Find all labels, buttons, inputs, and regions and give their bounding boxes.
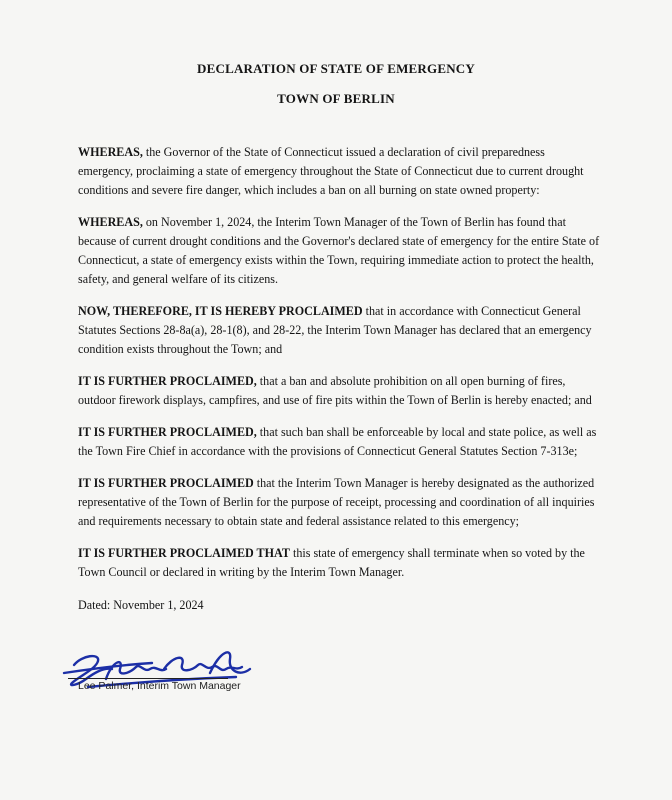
further-proclaimed-paragraph-1 <box>78 372 602 410</box>
paragraph-lead: IT IS FURTHER PROCLAIMED, <box>78 374 257 388</box>
document-subtitle: TOWN OF BERLIN <box>277 91 395 106</box>
paragraph-text: that such ban shall be enforceable by local and state police, as well as the Town Fire Chief in accordance with the provisions of Connecticut General Statutes Section 7-313e; <box>78 425 597 458</box>
signature-line <box>68 678 228 679</box>
further-proclaimed-paragraph-3 <box>78 474 602 531</box>
further-proclaimed-paragraph-4 <box>78 544 602 582</box>
paragraph-lead: IT IS FURTHER PROCLAIMED, <box>78 425 257 439</box>
paragraph-text: the Governor of the State of Connecticut issued a declaration of civil preparedness emergency, proclaiming a state of emergency throughout the State of Connecticut due to current drought conditions and severe fire danger, which includes a ban on all burning on state owned property: <box>78 145 584 197</box>
paragraph-lead: IT IS FURTHER PROCLAIMED THAT <box>78 546 290 560</box>
whereas-paragraph-1 <box>78 143 602 200</box>
whereas-paragraph-2 <box>78 213 602 289</box>
paragraph-text: on November 1, 2024, the Interim Town Manager of the Town of Berlin has found that because of current drought conditions and the Governor's declared state of emergency for the entire State of Connecticut, a state of emergency exists within the Town, requiring immediate action to protect the health, safety, and general welfare of its citizens. <box>78 215 600 286</box>
paragraph-lead: WHEREAS, <box>78 215 143 229</box>
paragraph-text: that the Interim Town Manager is hereby designated as the authorized representative of the Town of Berlin for the purpose of receipt, processing and coordination of all inquiries and requirements necessary to obtain state and federal assistance related to this emergency; <box>78 476 595 528</box>
paragraph-text: that a ban and absolute prohibition on all open burning of fires, outdoor firework displays, campfires, and use of fire pits within the Town of Berlin is hereby enacted; and <box>78 374 592 407</box>
document-body <box>78 143 602 628</box>
signer-name-title: Lee Palmer, Interim Town Manager <box>78 680 241 692</box>
further-proclaimed-paragraph-2 <box>78 423 602 461</box>
paragraph-lead: WHEREAS, <box>78 145 143 159</box>
paragraph-text: that in accordance with Connecticut General Statutes Sections 28-8a(a), 28-1(8), and 28-22, the Interim Town Manager has declared that an emergency condition exists throughout the Town; and <box>78 304 592 356</box>
dated-line: Dated: November 1, 2024 <box>78 598 204 612</box>
paragraph-lead: NOW, THEREFORE, IT IS HEREBY PROCLAIMED <box>78 304 363 318</box>
paragraph-lead: IT IS FURTHER PROCLAIMED <box>78 476 254 490</box>
paragraph-text: this state of emergency shall terminate when so voted by the Town Council or declared in writing by the Interim Town Manager. <box>78 546 585 579</box>
proclamation-paragraph <box>78 302 602 359</box>
document-title: DECLARATION OF STATE OF EMERGENCY <box>197 61 475 76</box>
